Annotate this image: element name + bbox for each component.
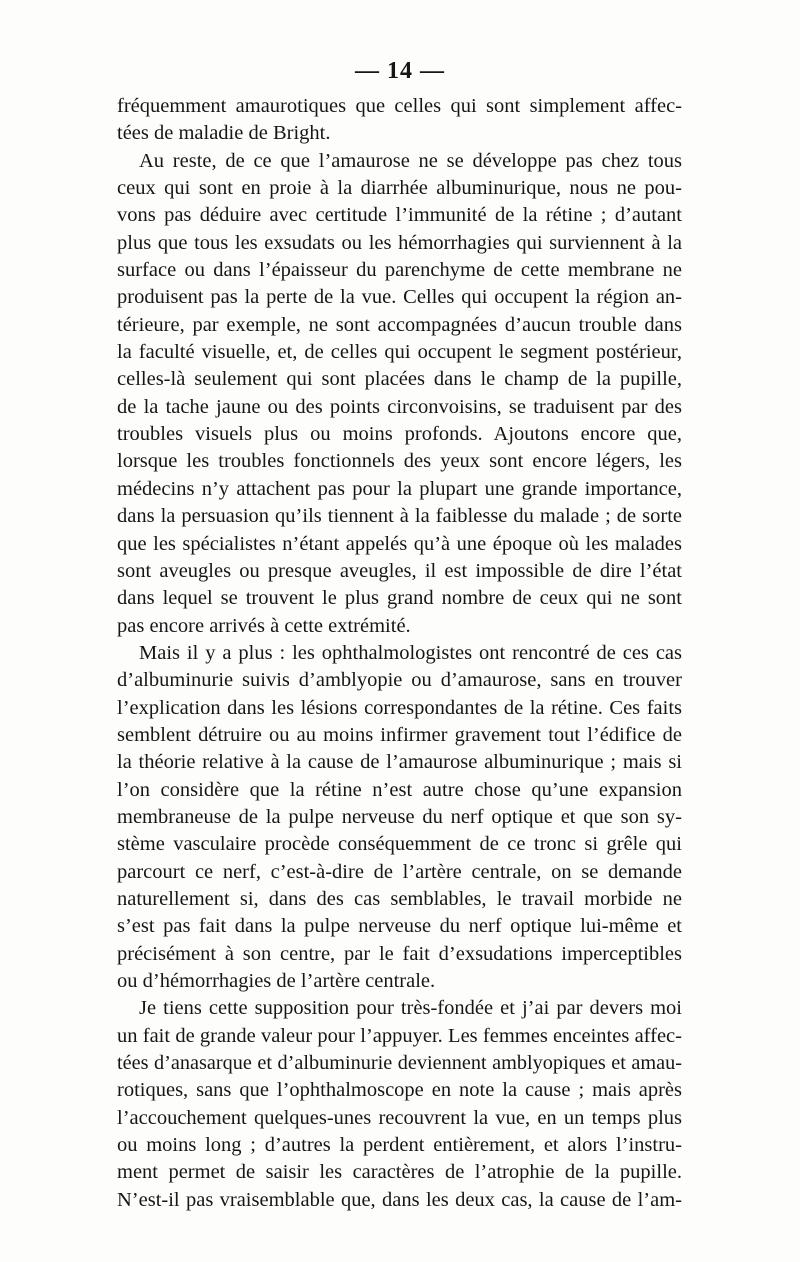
text-line: plus que tous les exsudats ou les hémorrhagies qui surviennent à la: [117, 231, 682, 254]
text-line: tées d’anasarque et d’albuminurie deviennent amblyopiques et amau-: [117, 1052, 682, 1075]
text-line: surface ou dans l’épaisseur du parenchyme de cette membrane ne: [117, 259, 682, 282]
text-line: fréquemment amaurotiques que celles qui sont simplement affec-: [117, 95, 682, 117]
text-line: membraneuse de la pulpe nerveuse du nerf optique et que son sy-: [117, 805, 682, 828]
text-line: sont aveugles ou presque aveugles, il est impossible de dire l’état: [117, 559, 682, 582]
text-line: parcourt ce nerf, c’est-à-dire de l’artère centrale, on se demande: [117, 860, 682, 883]
text-line: pas encore arrivés à cette extrémité.: [117, 614, 411, 637]
text-line: ment permet de saisir les caractères de l’atrophie de la pupille.: [117, 1161, 682, 1184]
text-line: rotiques, sans que l’ophthalmoscope en note la cause ; mais après: [117, 1079, 682, 1102]
text-line: térieure, par exemple, ne sont accompagnées d’aucun trouble dans: [117, 313, 682, 336]
text-line: ceux qui sont en proie à la diarrhée albuminurique, nous ne pou-: [117, 177, 682, 200]
text-line: N’est-il pas vraisemblable que, dans les deux cas, la cause de l’am-: [117, 1188, 682, 1211]
text-line: Au reste, de ce que l’amaurose ne se développe pas chez tous: [139, 149, 682, 172]
text-line: dans lequel se trouvent le plus grand nombre de ceux qui ne sont: [117, 587, 682, 610]
text-line: naturellement si, dans des cas semblables, le travail morbide ne: [117, 887, 682, 910]
text-line: dans la persuasion qu’ils tiennent à la faiblesse du malade ; de sorte: [117, 505, 682, 528]
text-line: vons pas déduire avec certitude l’immunité de la rétine ; d’autant: [117, 204, 682, 227]
text-line: l’accouchement quelques-unes recouvrent la vue, en un temps plus: [117, 1106, 682, 1129]
text-line: celles-là seulement qui sont placées dans le champ de la pupille,: [117, 368, 682, 391]
text-line: la théorie relative à la cause de l’amaurose albuminurique ; mais si: [117, 751, 682, 774]
text-line: un fait de grande valeur pour l’appuyer. Les femmes enceintes affec-: [117, 1024, 682, 1047]
text-line: de la tache jaune ou des points circonvoisins, se traduisent par des: [117, 395, 682, 418]
text-line: la faculté visuelle, et, de celles qui occupent le segment postérieur,: [117, 341, 682, 364]
text-line: ou d’hémorrhagies de l’artère centrale.: [117, 970, 436, 992]
text-line: stème vasculaire procède conséquemment de ce tronc si grêle qui: [117, 833, 682, 856]
text-line: Mais il y a plus : les ophthalmologistes ont rencontré de ces cas: [139, 641, 682, 664]
text-line: médecins n’y attachent pas pour la plupart une grande importance,: [117, 477, 682, 500]
body-text: [117, 93, 682, 1214]
text-line: s’est pas fait dans la pulpe nerveuse du nerf optique lui-même et: [117, 915, 682, 938]
text-line: que les spécialistes n’étant appelés qu’à une époque où les malades: [117, 532, 682, 555]
text-line: tées de maladie de Bright.: [117, 122, 331, 145]
text-line: semblent détruire ou au moins infirmer gravement tout l’édifice de: [117, 723, 682, 746]
text-line: d’albuminurie suivis d’amblyopie ou d’amaurose, sans en trouver: [117, 669, 682, 692]
text-line: l’explication dans les lésions correspondantes de la rétine. Ces faits: [117, 696, 682, 719]
text-line: troubles visuels plus ou moins profonds. Ajoutons encore que,: [117, 423, 682, 446]
text-line: lorsque les troubles fonctionnels des yeux sont encore légers, les: [117, 450, 682, 473]
text-line: produisent pas la perte de la vue. Celles qui occupent la région an-: [117, 286, 682, 309]
page-number: — 14 —: [355, 58, 445, 84]
text-line: Je tiens cette supposition pour très-fondée et j’ai par devers moi: [139, 997, 682, 1020]
text-line: l’on considère que la rétine n’est autre chose qu’une expansion: [117, 778, 682, 801]
text-line: précisément à son centre, par le fait d’exsudations imperceptibles: [117, 942, 682, 965]
text-line: ou moins long ; d’autres la perdent entièrement, et alors l’instru-: [117, 1134, 682, 1157]
